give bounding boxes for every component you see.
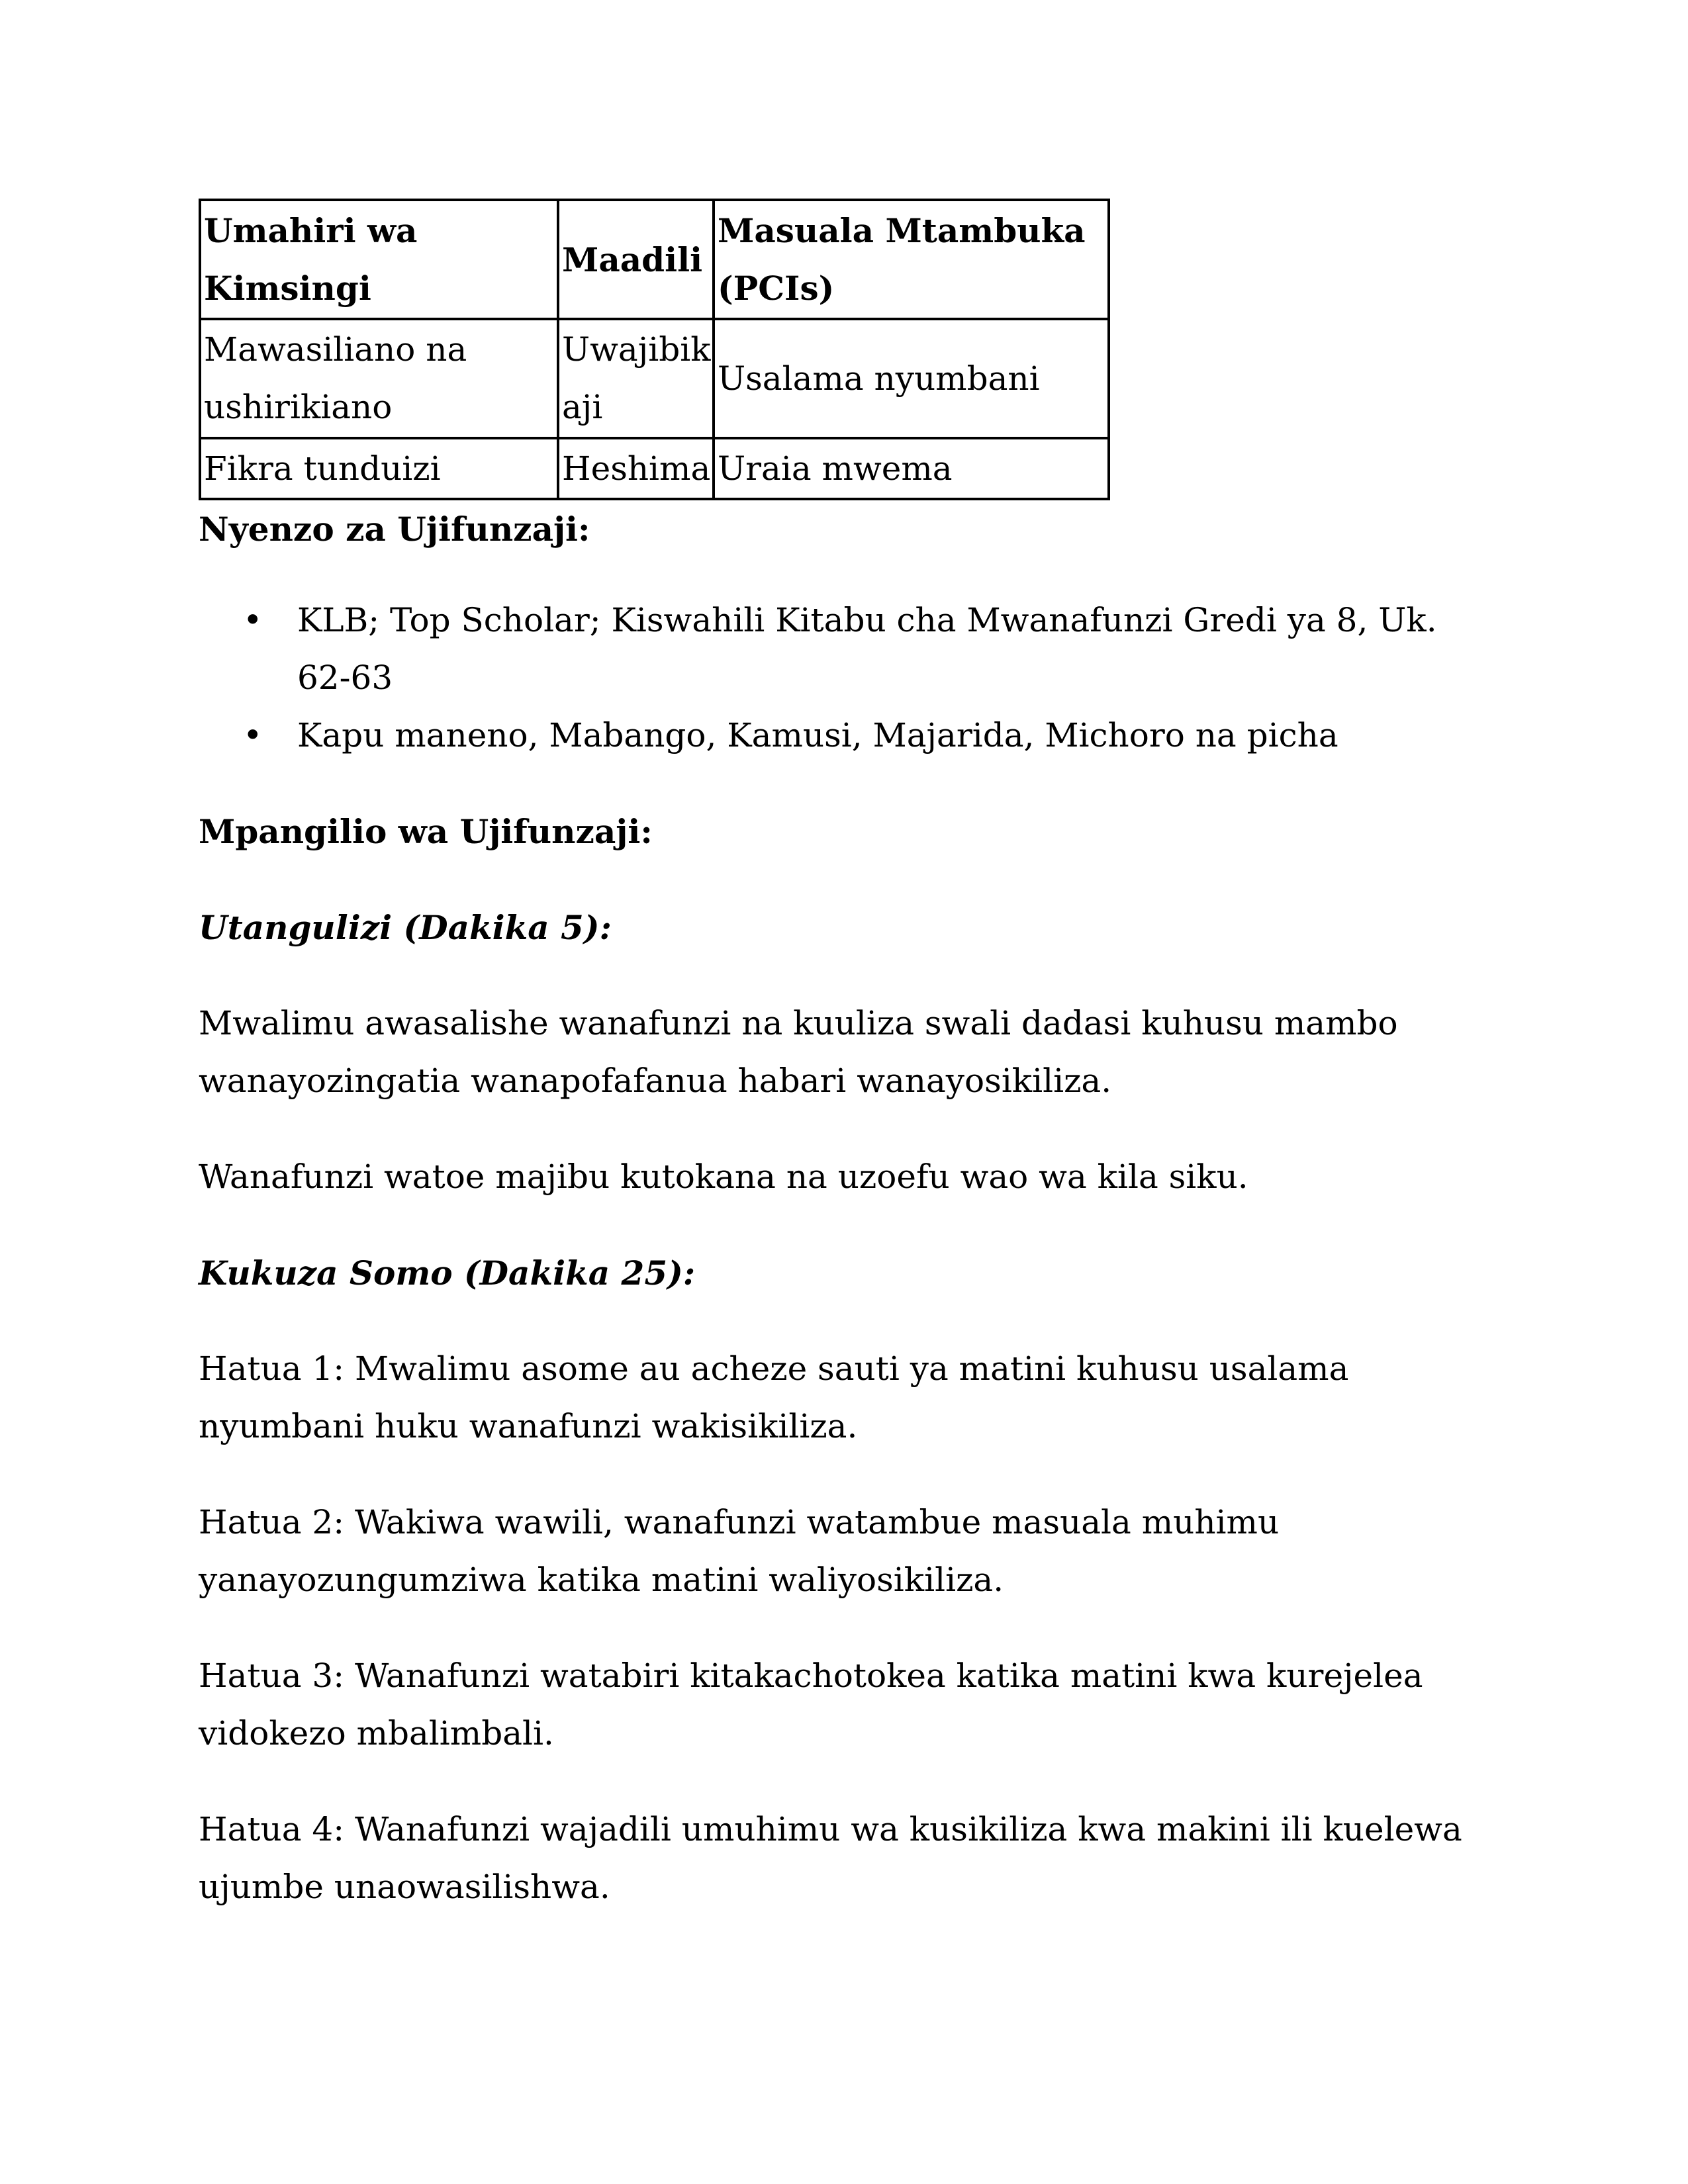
development-heading: Kukuza Somo (Dakika 25):	[199, 1253, 696, 1293]
table-cell	[200, 319, 558, 438]
step-paragraph: Hatua 3: Wanafunzi watabiri kitakachotokea katika matini kwa kurejelea vidokezo mbalimbali.	[199, 1657, 1423, 1752]
bullet-icon: •	[243, 716, 263, 754]
cell-line: Uraia mwema	[718, 449, 953, 488]
table-cell	[714, 319, 1109, 438]
cell-line: Fikra tunduizi	[204, 449, 441, 488]
intro-paragraph: Mwalimu awasalishe wanafunzi na kuuliza swali dadasi kuhusu mambo wanayozingatia wanapofafanua habari wanayosikiliza.	[199, 1004, 1398, 1100]
table-header-row	[200, 200, 1109, 319]
step-paragraph: Hatua 1: Mwalimu asome au acheze sauti ya matini kuhusu usalama nyumbani huku wanafunzi wakisikiliza.	[199, 1349, 1349, 1445]
spacer	[199, 956, 1489, 995]
table-row	[200, 319, 1109, 438]
cell-line: Mawasiliano na	[204, 330, 467, 369]
list-item	[199, 592, 1489, 707]
competencies-table	[199, 199, 1110, 500]
header-values-text: Maadili	[562, 240, 703, 279]
step-paragraph: Hatua 4: Wanafunzi wajadili umuhimu wa kusikiliza kwa makini ili kuelewa ujumbe unaowasilishwa.	[199, 1810, 1462, 1906]
header-pcis	[714, 200, 1109, 319]
intro-heading: Utangulizi (Dakika 5):	[199, 908, 612, 947]
resources-list	[199, 592, 1489, 764]
bullet-icon: •	[243, 601, 263, 639]
spacer	[199, 1302, 1489, 1340]
cell-line: aji	[562, 388, 603, 426]
list-item-text: KLB; Top Scholar; Kiswahili Kitabu cha Mwanafunzi Gredi ya 8, Uk. 62-63	[297, 601, 1437, 697]
document-page	[199, 199, 1489, 1916]
table-cell	[558, 438, 714, 499]
resources-heading: Nyenzo za Ujifunzaji:	[199, 510, 590, 549]
list-item-text: Kapu maneno, Mabango, Kamusi, Majarida, Michoro na picha	[297, 716, 1338, 754]
list-item	[199, 707, 1489, 764]
intro-paragraph: Wanafunzi watoe majibu kutokana na uzoefu wao wa kila siku.	[199, 1158, 1248, 1196]
table-row	[200, 438, 1109, 499]
header-pcis-line-1: Masuala Mtambuka	[718, 211, 1086, 250]
spacer	[199, 1609, 1489, 1647]
table-cell	[200, 438, 558, 499]
header-core-competencies-line-2: Kimsingi	[204, 269, 371, 308]
cell-line: Heshima	[562, 449, 711, 488]
header-core-competencies	[200, 200, 558, 319]
spacer	[199, 1455, 1489, 1494]
step-paragraph: Hatua 2: Wakiwa wawili, wanafunzi watambue masuala muhimu yanayozungumziwa katika matini waliyosikiliza.	[199, 1503, 1280, 1599]
spacer	[199, 860, 1489, 899]
spacer	[199, 1762, 1489, 1801]
table-cell	[558, 319, 714, 438]
cell-line: ushirikiano	[204, 388, 393, 426]
cell-line: Uwajibik	[562, 330, 711, 369]
header-core-competencies-line-1: Umahiri wa	[204, 211, 418, 250]
spacer	[199, 1206, 1489, 1244]
plan-heading: Mpangilio wa Ujifunzaji:	[199, 812, 653, 851]
spacer	[199, 764, 1489, 803]
header-values	[558, 200, 714, 319]
header-pcis-line-2: (PCIs)	[718, 269, 835, 308]
spacer	[199, 1110, 1489, 1148]
cell-line: Usalama nyumbani	[718, 359, 1040, 398]
table-cell	[714, 438, 1109, 499]
